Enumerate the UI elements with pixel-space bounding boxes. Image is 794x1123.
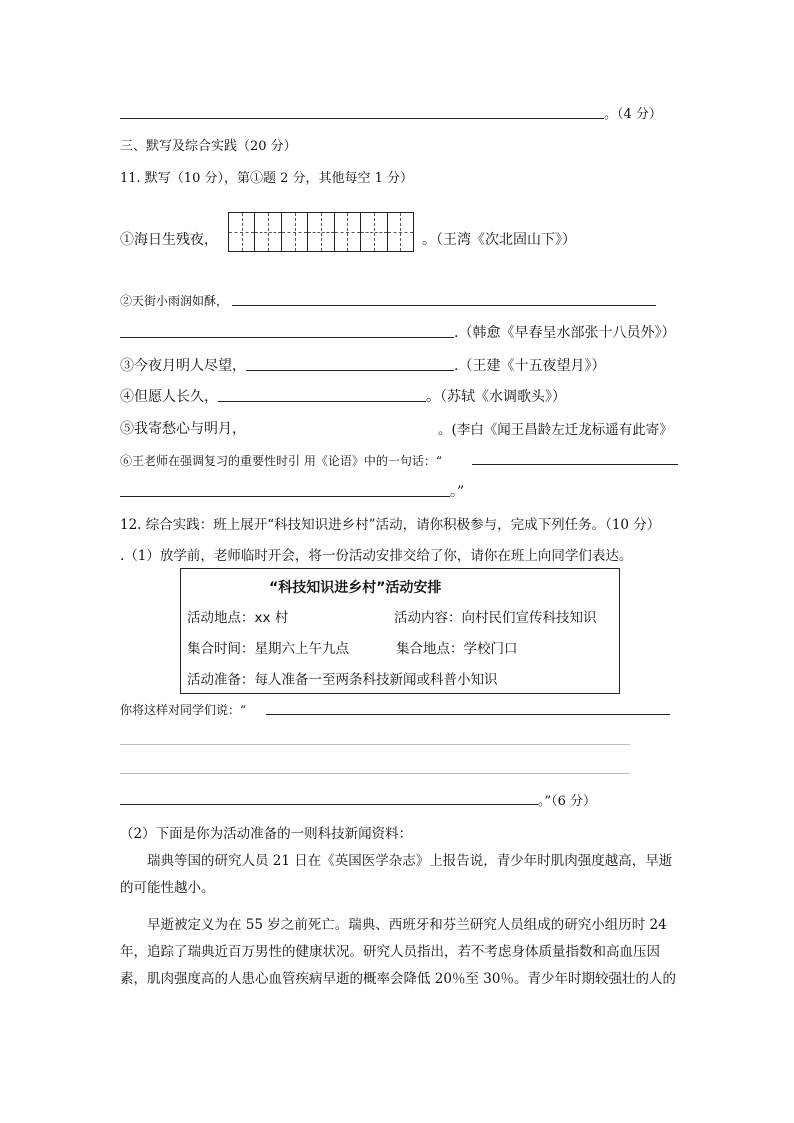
answer-line-item2b[interactable] xyxy=(120,337,454,338)
activity-meet: 集合地点：学校门口 xyxy=(396,641,518,657)
q11-item2-source: .（韩愈《早春呈水部张十八员外》） xyxy=(454,325,676,341)
q11-item5-text: ⑤我寄愁心与明月， xyxy=(120,421,246,437)
q11-item1-text: ①海日生残夜， xyxy=(120,232,218,248)
q11-item6-text: ⑥王老师在强调复习的重要性时引 用《论语》中的一句话：“ xyxy=(120,454,442,468)
answer-line-item2a[interactable] xyxy=(232,305,656,306)
answer-grid[interactable] xyxy=(228,212,414,252)
grid-cell[interactable] xyxy=(308,213,334,251)
q11-item2-text: ②天街小雨润如酥， xyxy=(120,294,229,308)
news-paragraph-2: 早逝被定义为在 55 岁之前死亡。瑞典、西班牙和芬兰研究人员组成的研究小组历时 24 年，追踪了瑞典近百万男性的健康状况。研究人员指出，若不考虑身体质量指数和高血压因 素，肌肉强度高的人患心血管疾病早逝的概率会降低 20％至 30％。青少年时期较强壮的人的 xyxy=(120,917,676,987)
q12-sub1: .（1）放学前，老师临时开会，将一份活动安排交给了你，请你在班上向同学们表达。 xyxy=(120,548,633,564)
activity-box-title: “科技知识进乡村”活动安排 xyxy=(269,580,442,596)
activity-content: 活动内容：向村民们宣传科技知识 xyxy=(394,610,597,626)
answer-line-item6b[interactable] xyxy=(120,496,450,497)
activity-time: 集合时间：星期六上午九点 xyxy=(187,641,349,657)
q11-item1-source: 。（王湾《次北固山下》） xyxy=(422,232,576,248)
answer-line-say4[interactable] xyxy=(120,804,538,805)
q12-sub2: （2）下面是你为活动准备的一则科技新闻资料： xyxy=(120,826,413,842)
answer-line-say1[interactable] xyxy=(266,714,670,715)
q11-item3-text: ③今夜月明人尽望， xyxy=(120,358,246,374)
answer-line-item4[interactable] xyxy=(218,401,426,402)
say-end-score: 。”（6 分） xyxy=(538,794,597,809)
answer-line-say2[interactable] xyxy=(120,744,630,745)
grid-cell[interactable] xyxy=(361,213,387,251)
say-prompt: 你将这样对同学们说：“ xyxy=(120,703,247,717)
grid-cell[interactable] xyxy=(388,213,413,251)
q11-item4-source: 。（苏轼《水调歌头》） xyxy=(426,389,566,405)
answer-line-item3[interactable] xyxy=(246,370,454,371)
grid-cell[interactable] xyxy=(255,213,281,251)
q11-prompt: 11. 默写（10 分），第①题 2 分，其他每空 1 分） xyxy=(120,171,414,186)
grid-cell[interactable] xyxy=(282,213,308,251)
top-score: 。（4 分） xyxy=(604,107,662,122)
activity-place: 活动地点：xx 村 xyxy=(187,610,289,626)
q11-item3-source: .（王建《十五夜望月》） xyxy=(454,358,606,374)
grid-cell[interactable] xyxy=(229,213,255,251)
section3-heading: 三、默写及综合实践（20 分） xyxy=(120,139,297,154)
q12-prompt: 12. 综合实践：班上展开“科技知识进乡村”活动，请你积极参与，完成下列任务。（10 分） xyxy=(120,517,661,533)
news-paragraph-1: 瑞典等国的研究人员 21 日在《英国医学杂志》上报告说，青少年时肌肉强度越高，早逝的可能性越小。 xyxy=(120,853,673,896)
q11-item6-end: 。” xyxy=(450,484,465,500)
activity-prep: 活动准备：每人准备一至两条科技新闻或科普小知识 xyxy=(187,672,498,688)
answer-line-top[interactable] xyxy=(120,118,604,119)
activity-box xyxy=(180,568,620,694)
grid-cell[interactable] xyxy=(335,213,361,251)
answer-line-say3[interactable] xyxy=(120,773,630,774)
q11-item4-text: ④但愿人长久， xyxy=(120,389,218,405)
q11-item5-source: 。(李白《闻王昌龄左迁龙标遥有此寄》 xyxy=(438,422,673,438)
answer-line-item6a[interactable] xyxy=(472,464,678,465)
